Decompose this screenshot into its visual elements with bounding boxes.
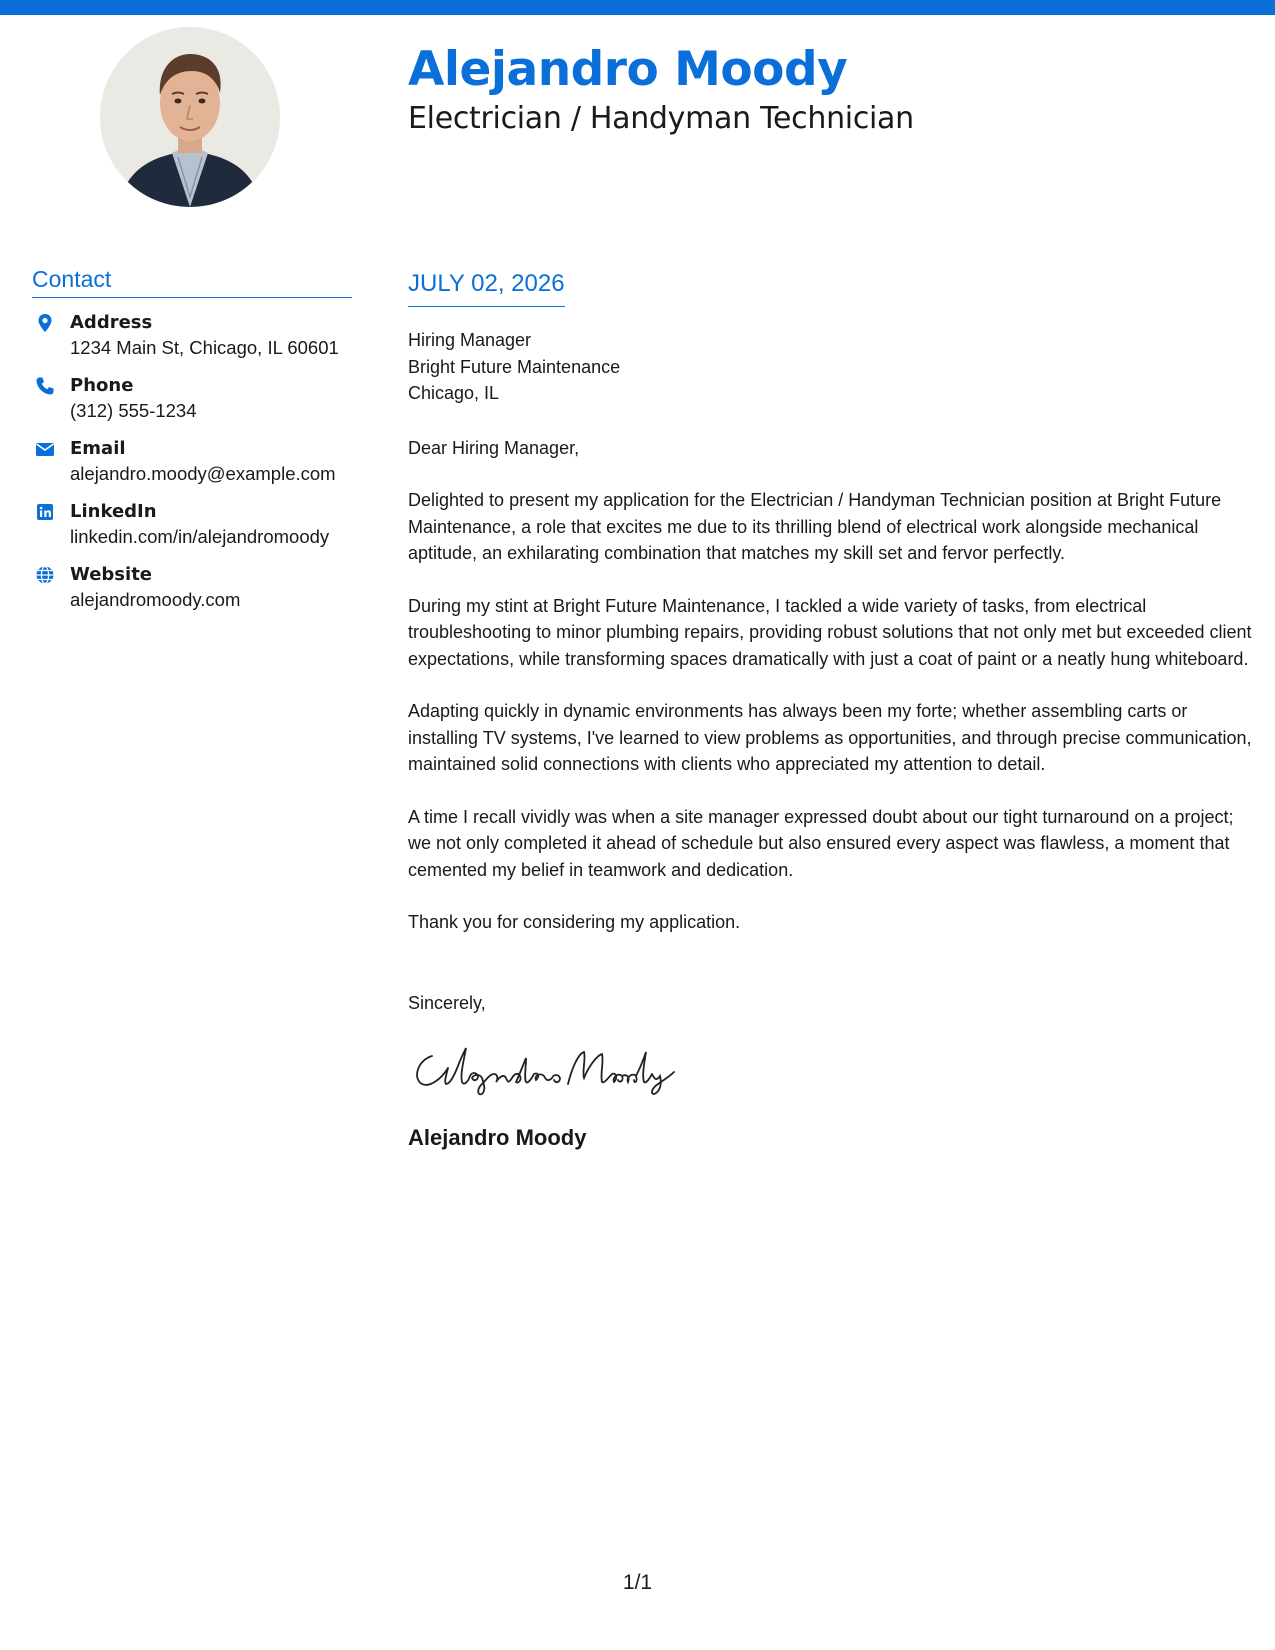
contact-label: Email — [70, 438, 126, 459]
contact-label: Phone — [70, 375, 134, 396]
linkedin-icon — [35, 502, 55, 522]
handwritten-signature — [408, 1038, 678, 1098]
contact-address — [32, 310, 352, 360]
recipient-block — [408, 327, 1258, 407]
contact-label: LinkedIn — [70, 501, 157, 522]
salutation: Dear Hiring Manager, — [408, 437, 580, 458]
contact-label: Address — [70, 312, 153, 333]
letter-paragraph: A time I recall vividly was when a site manager expressed doubt about our tight turnaround on a project; we not only completed it ahead of schedule but also ensured every aspect was flawless, a moment that cemented my belief in teamwork and dedication. — [408, 806, 1234, 880]
contact-label: Website — [70, 564, 153, 585]
contact-value: 1234 Main St, Chicago, IL 60601 — [70, 337, 339, 358]
envelope-icon — [35, 439, 55, 459]
page-number: 1/1 — [622, 1571, 653, 1594]
applicant-name: Alejandro Moody — [408, 42, 848, 97]
top-accent-bar — [0, 0, 1275, 15]
letter-header — [408, 40, 914, 138]
contact-value: (312) 555-1234 — [70, 400, 197, 421]
recipient-line: Hiring Manager — [408, 330, 532, 350]
phone-icon — [35, 376, 55, 396]
letter-date: JULY 02, 2026 — [408, 268, 565, 307]
letter-paragraph: During my stint at Bright Future Maintenance, I tackled a wide variety of tasks, from electrical troubleshooting to minor plumbing repairs, providing robust solutions that not only met but exceeded client expectations, while transforming spaces dramatically with just a coat of paint or a neatly hung whiteboard. — [408, 595, 1252, 669]
profile-photo-illustration — [100, 27, 280, 207]
contact-value: alejandromoody.com — [70, 589, 241, 610]
contact-heading: Contact — [32, 265, 352, 298]
closing: Sincerely, — [408, 992, 486, 1013]
letter-paragraph: Adapting quickly in dynamic environments has always been my forte; whether assembling carts or installing TV systems, I've learned to view problems as opportunities, and through precise communication, maintained solid connections with clients who appreciated my attention to detail. — [408, 701, 1252, 774]
contact-value: linkedin.com/in/alejandromoody — [70, 526, 330, 547]
contact-value: alejandro.moody@example.com — [70, 463, 336, 484]
recipient-line: Chicago, IL — [408, 383, 500, 403]
contact-website — [32, 562, 352, 612]
contact-linkedin — [32, 499, 352, 549]
profile-photo — [100, 27, 280, 207]
contact-sidebar — [32, 265, 352, 625]
contact-email — [32, 436, 352, 486]
signer-name: Alejandro Moody — [408, 1125, 587, 1150]
globe-icon — [35, 565, 55, 585]
letter-body — [408, 268, 1258, 1153]
letter-paragraph: Thank you for considering my application. — [408, 912, 741, 932]
applicant-title: Electrician / Handyman Technician — [408, 101, 914, 136]
contact-phone — [32, 373, 352, 423]
recipient-line: Bright Future Maintenance — [408, 356, 621, 377]
map-pin-icon — [35, 313, 55, 333]
letter-paragraph: Delighted to present my application for the Electrician / Handyman Technician position at Bright Future Maintenance, a role that excites me due to its thrilling blend of electrical work alongside mechanical aptitude, an exhilarating combination that matches my skill set and fervor perfectly. — [408, 490, 1222, 563]
